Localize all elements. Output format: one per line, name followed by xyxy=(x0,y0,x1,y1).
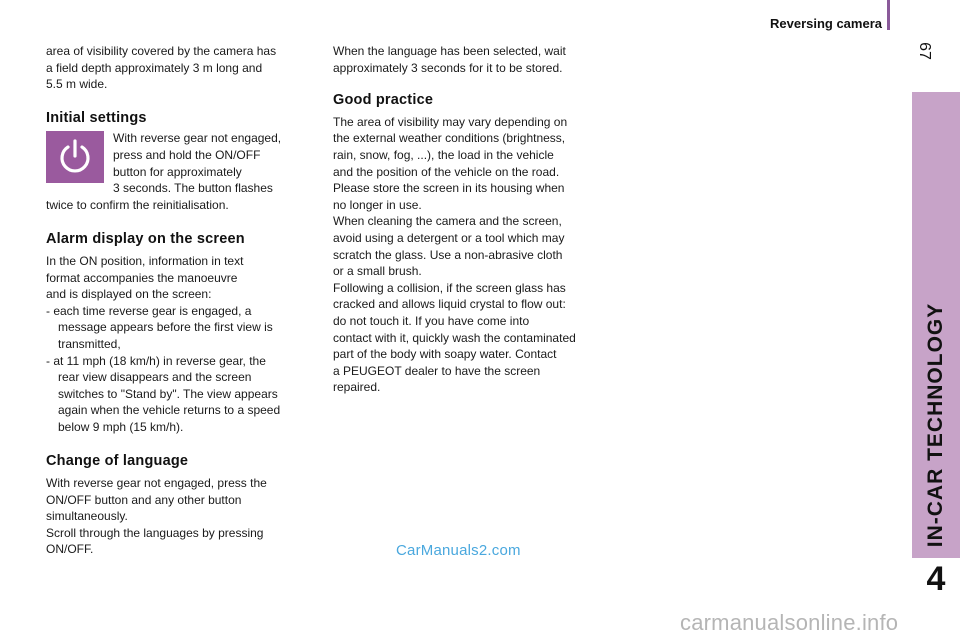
page-header-title: Reversing camera xyxy=(769,16,882,31)
text-line: simultaneously. xyxy=(46,509,128,524)
alarm-display-heading: Alarm display on the screen xyxy=(46,231,245,248)
text-line: twice to confirm the reinitialisation. xyxy=(46,197,229,212)
text-line: When cleaning the camera and the screen, xyxy=(333,214,562,229)
intro-paragraph xyxy=(46,43,316,93)
text-line: The area of visibility may vary depending on xyxy=(333,114,568,129)
text-line: ON/OFF button and any other button xyxy=(46,492,242,507)
text-line: In the ON position, information in text xyxy=(46,253,244,268)
initial-settings-section xyxy=(46,130,316,213)
text-line: When the language has been selected, wait xyxy=(333,44,566,58)
text-line: Scroll through the languages by pressing xyxy=(46,525,264,540)
good-practice-heading: Good practice xyxy=(333,92,434,109)
text-line: scratch the glass. Use a non-abrasive cloth xyxy=(333,247,563,262)
initial-settings-heading: Initial settings xyxy=(46,109,147,126)
list-item xyxy=(46,303,316,353)
text-line: a field depth approximately 3 m long and xyxy=(46,60,263,75)
text-line: message appears before the first view is xyxy=(58,320,273,335)
text-line: button for approximately xyxy=(113,164,242,179)
good-practice-section xyxy=(333,114,613,396)
watermark-carmanualsonline: carmanualsonline.info xyxy=(680,610,899,635)
list-item xyxy=(46,353,316,436)
watermark-carmanuals2[interactable]: CarManuals2.com xyxy=(396,542,521,559)
text-line: Following a collision, if the screen glass has xyxy=(333,280,566,295)
text-line: the external weather conditions (brightness, xyxy=(333,131,566,146)
text-line: area of visibility covered by the camera has xyxy=(46,44,277,58)
text-line: below 9 mph (15 km/h). xyxy=(58,419,184,434)
power-icon xyxy=(46,131,104,183)
text-line: rear view disappears and the screen xyxy=(58,370,252,385)
text-line: do not touch it. If you have come into xyxy=(333,313,530,328)
text-line: or a small brush. xyxy=(333,264,422,279)
text-line: and the position of the vehicle on the road. xyxy=(333,164,560,179)
text-line: cracked and allows liquid crystal to flow out: xyxy=(333,297,566,312)
text-line: Please store the screen in its housing when xyxy=(333,181,565,196)
header-rule xyxy=(887,0,890,30)
text-line: rain, snow, fog, ...), the load in the vehicle xyxy=(333,147,554,162)
alarm-display-section xyxy=(46,253,316,436)
change-language-heading: Change of language xyxy=(46,453,189,470)
chapter-side-tab-label: IN-CAR TECHNOLOGY xyxy=(924,302,947,548)
text-line: With reverse gear not engaged, press the xyxy=(46,476,267,491)
change-language-section xyxy=(46,475,316,558)
text-line: avoid using a detergent or a tool which may xyxy=(333,230,565,245)
text-line: switches to "Stand by". The view appears xyxy=(58,386,278,401)
text-line: part of the body with soapy water. Contact xyxy=(333,347,557,362)
chapter-number: 4 xyxy=(926,560,946,598)
language-stored-paragraph xyxy=(333,43,613,76)
page-number: 67 xyxy=(916,42,933,60)
text-line: - at 11 mph (18 km/h) in reverse gear, the xyxy=(46,353,266,368)
text-line: - each time reverse gear is engaged, a xyxy=(46,303,252,318)
text-line: no longer in use. xyxy=(333,197,422,212)
text-line: ON/OFF. xyxy=(46,542,94,557)
text-line: contact with it, quickly wash the contaminated xyxy=(333,330,576,345)
text-line: approximately 3 seconds for it to be stored. xyxy=(333,60,563,75)
text-line: 3 seconds. The button flashes xyxy=(113,181,273,196)
text-line: format accompanies the manoeuvre xyxy=(46,270,238,285)
left-column xyxy=(46,43,316,558)
right-column xyxy=(333,43,613,396)
text-line: again when the vehicle returns to a speed xyxy=(58,403,281,418)
text-line: With reverse gear not engaged, xyxy=(113,131,282,146)
text-line: 5.5 m wide. xyxy=(46,77,108,92)
text-line: press and hold the ON/OFF xyxy=(113,147,261,162)
text-line: transmitted, xyxy=(58,336,121,351)
text-line: and is displayed on the screen: xyxy=(46,287,212,302)
text-line: repaired. xyxy=(333,380,381,395)
text-line: a PEUGEOT dealer to have the screen xyxy=(333,363,541,378)
